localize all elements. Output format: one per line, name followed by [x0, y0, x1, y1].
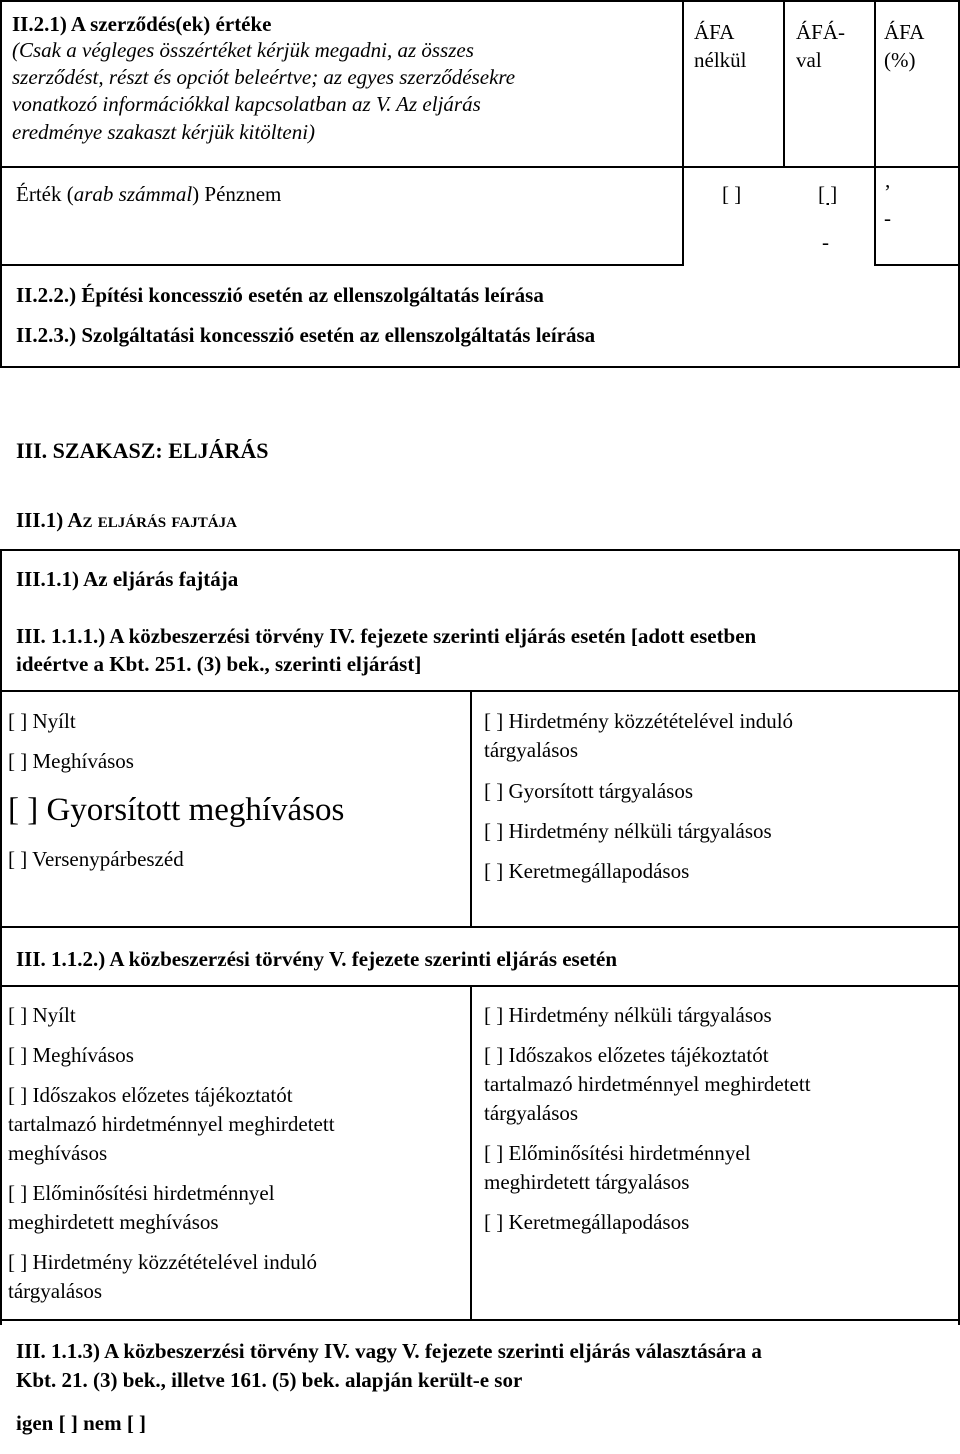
checkbox-afaval[interactable]: [ ] [818, 182, 838, 206]
note-line-2: szerződést, részt és opciót beleértve; az egyes szerződésekre [12, 65, 516, 89]
note-line-3: vonatkozó információkkal kapcsolatban az V. Az eljárás [12, 92, 481, 116]
value-label: Érték (arab számmal) Pénznem [16, 182, 282, 206]
option-hirdetmeny-kozzetetel-v-cont: tárgyalásos [8, 1279, 103, 1303]
option-hirdetmeny-kozzetetel[interactable]: [ ] Hirdetmény közzétételével induló [484, 709, 794, 733]
section-title-3: III. SZAKASZ: ELJÁRÁS [16, 438, 269, 463]
note-line-1: (Csak a végleges összértéket kérjük megadni, az összes [12, 38, 474, 62]
option-elominositesi-meghivasos[interactable]: [ ] Előminősítési hirdetménnyel [8, 1181, 275, 1205]
option-elominositesi-meghivasos-cont: meghirdetett meghívásos [8, 1210, 219, 1234]
option-idoszakos-targyalasos-cont-2: tárgyalásos [484, 1101, 579, 1125]
col-header-afa-pct-1: ÁFA [884, 20, 925, 44]
note-line-4: eredménye szakaszt kérjük kitölteni) [12, 120, 316, 144]
option-gyorsitott-targyalasos[interactable]: [ ] Gyorsított tárgyalásos [484, 779, 693, 803]
col-header-afa-pct-2: (%) [884, 48, 916, 72]
checkbox-afa-nelkul[interactable]: [ ] [722, 182, 742, 206]
section-heading-3111-line-2: ideértve a Kbt. 251. (3) bek., szerinti eljárást] [16, 652, 422, 676]
section-heading-223: II.2.3.) Szolgáltatási koncesszió esetén az ellenszolgáltatás leírása [16, 323, 596, 347]
option-hirdetmeny-kozzetetel-cont: tárgyalásos [484, 738, 579, 762]
answer-igen-nem[interactable]: igen [ ] nem [ ] [16, 1411, 147, 1435]
col-header-afa-nelkul-2: nélkül [694, 48, 747, 72]
section-heading-3113-line-1: III. 1.1.3) A közbeszerzési törvény IV. vagy V. fejezete szerinti eljárás választására a [16, 1339, 762, 1363]
option-hirdetmeny-nelkuli-v[interactable]: [ ] Hirdetmény nélküli tárgyalásos [484, 1003, 772, 1027]
option-nyilt[interactable]: [ ] Nyílt [8, 709, 76, 733]
option-versenyparbeszed[interactable]: [ ] Versenypárbeszéd [8, 847, 184, 871]
option-meghivasos[interactable]: [ ] Meghívásos [8, 749, 134, 773]
section-heading-3111-line-1: III. 1.1.1.) A közbeszerzési törvény IV. fejezete szerinti eljárás esetén [adott esetben [16, 624, 757, 648]
section-heading-3113-line-2: Kbt. 21. (3) bek., illetve 161. (5) bek. alapján került-e sor [16, 1368, 523, 1392]
option-idoszakos-meghivasos-cont-1: tartalmazó hirdetménnyel meghirdetett [8, 1112, 335, 1136]
col-header-afaval-1: ÁFÁ- [796, 20, 846, 44]
section-heading-311: III.1.1) Az eljárás fajtája [16, 567, 239, 591]
option-elominositesi-targyalasos[interactable]: [ ] Előminősítési hirdetménnyel [484, 1141, 751, 1165]
col-header-afa-nelkul-1: ÁFA [694, 20, 735, 44]
option-gyorsitott-meghivasos[interactable]: [ ] Gyorsított meghívásos [8, 792, 345, 828]
dash-afaval: - [822, 230, 829, 254]
option-nyilt-v[interactable]: [ ] Nyílt [8, 1003, 76, 1027]
comma-mark: ’ [884, 180, 891, 204]
option-hirdetmeny-kozzetetel-v[interactable]: [ ] Hirdetmény közzétételével induló [8, 1250, 318, 1274]
option-idoszakos-targyalasos[interactable]: [ ] Időszakos előzetes tájékoztatót [484, 1043, 769, 1067]
option-idoszakos-meghivasos-cont-2: meghívásos [8, 1141, 108, 1165]
col-header-afaval-2: val [796, 48, 822, 72]
option-keretmegallapodasos-v[interactable]: [ ] Keretmegállapodásos [484, 1210, 690, 1234]
option-elominositesi-targyalasos-cont: meghirdetett tárgyalásos [484, 1170, 690, 1194]
option-idoszakos-meghivasos[interactable]: [ ] Időszakos előzetes tájékoztatót [8, 1083, 293, 1107]
section-heading-31: III.1) Az eljárás fajtája [16, 508, 237, 532]
section-heading-222: II.2.2.) Építési koncesszió esetén az ellenszolgáltatás leírása [16, 283, 544, 307]
dash-afa-pct: - [884, 206, 891, 230]
option-idoszakos-targyalasos-cont-1: tartalmazó hirdetménnyel meghirdetett [484, 1072, 811, 1096]
section-heading-221: II.2.1) A szerződés(ek) értéke [12, 12, 272, 36]
section-heading-3112: III. 1.1.2.) A közbeszerzési törvény V. fejezete szerinti eljárás esetén [16, 947, 618, 971]
option-keretmegallapodasos[interactable]: [ ] Keretmegállapodásos [484, 859, 690, 883]
option-hirdetmeny-nelkuli[interactable]: [ ] Hirdetmény nélküli tárgyalásos [484, 819, 772, 843]
option-meghivasos-v[interactable]: [ ] Meghívásos [8, 1043, 134, 1067]
